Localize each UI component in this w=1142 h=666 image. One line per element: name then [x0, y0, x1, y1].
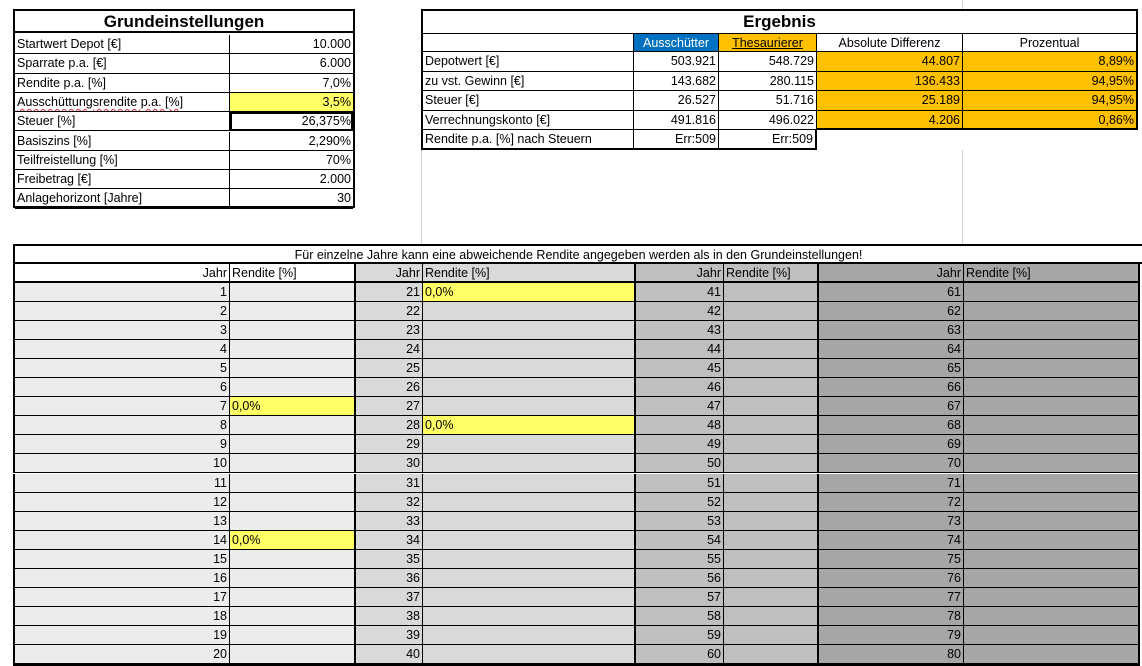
jahr-cell: 20 [13, 645, 229, 664]
jahr-cell: 53 [634, 512, 723, 531]
rendite-input[interactable] [229, 435, 354, 454]
jahr-cell: 8 [13, 416, 229, 435]
rendite-input[interactable] [422, 569, 634, 588]
rendite-input[interactable] [963, 588, 1138, 607]
rendite-input[interactable] [723, 531, 817, 550]
setting-value[interactable]: 26,375% [230, 112, 353, 131]
rendite-input[interactable] [723, 550, 817, 569]
ergebnis-value: 4.206 [817, 111, 963, 131]
jahr-cell: 50 [634, 454, 723, 473]
sheet-gridline [962, 0, 963, 9]
jahr-cell: 49 [634, 435, 723, 454]
setting-label: Teilfreistellung [%] [15, 151, 230, 170]
ergebnis-row-label: zu vst. Gewinn [€] [421, 72, 634, 92]
jahr-cell: 38 [354, 607, 422, 626]
jahr-cell: 69 [817, 435, 963, 454]
rendite-input[interactable] [963, 512, 1138, 531]
jahr-cell: 18 [13, 607, 229, 626]
rendite-input[interactable] [723, 493, 817, 512]
rendite-input[interactable] [963, 569, 1138, 588]
ergebnis-value: 25.189 [817, 91, 963, 111]
ergebnis-row-label: Depotwert [€] [421, 52, 634, 72]
jahr-cell: 52 [634, 493, 723, 512]
jahr-cell: 34 [354, 531, 422, 550]
setting-label: Ausschüttungsrendite p.a. [%] [15, 93, 230, 112]
jahr-cell: 64 [817, 340, 963, 359]
jahr-cell: 76 [817, 569, 963, 588]
rendite-input[interactable] [229, 359, 354, 378]
setting-label: Steuer [%] [15, 112, 230, 131]
rendite-input[interactable] [422, 378, 634, 397]
rendite-input[interactable] [723, 397, 817, 416]
sheet-gridline [962, 150, 963, 245]
rendite-input[interactable] [229, 378, 354, 397]
jahr-cell: 62 [817, 302, 963, 321]
rendite-input[interactable] [963, 531, 1138, 550]
rendite-input[interactable] [963, 626, 1138, 645]
rendite-input[interactable] [229, 550, 354, 569]
jahr-cell: 26 [354, 378, 422, 397]
ergebnis-header-4: Prozentual [963, 33, 1138, 52]
jahr-cell: 46 [634, 378, 723, 397]
ergebnis-value: 8,89% [963, 52, 1138, 72]
rendite-header: Rendite [%] [422, 264, 634, 283]
rendite-input[interactable] [229, 512, 354, 531]
jahr-cell: 58 [634, 607, 723, 626]
rendite-input[interactable] [723, 645, 817, 664]
jahr-cell: 74 [817, 531, 963, 550]
ergebnis-value: 44.807 [817, 52, 963, 72]
jahr-cell: 28 [354, 416, 422, 435]
rendite-header: Rendite [%] [229, 264, 354, 283]
rendite-input[interactable] [229, 474, 354, 493]
jahr-header: Jahr [354, 264, 422, 283]
rendite-input[interactable] [723, 454, 817, 473]
sheet-gridline [421, 150, 422, 245]
jahr-cell: 19 [13, 626, 229, 645]
rendite-input[interactable] [723, 607, 817, 626]
jahr-cell: 44 [634, 340, 723, 359]
rendite-input[interactable] [229, 569, 354, 588]
rendite-input[interactable] [963, 607, 1138, 626]
rendite-input[interactable]: 0,0% [422, 416, 634, 435]
ergebnis-header-3: Absolute Differenz [817, 33, 963, 52]
jahr-cell: 57 [634, 588, 723, 607]
setting-label: Sparrate p.a. [€] [15, 54, 230, 73]
jahr-cell: 63 [817, 321, 963, 340]
rendite-input[interactable] [422, 588, 634, 607]
rendite-input[interactable] [422, 397, 634, 416]
jahr-cell: 36 [354, 569, 422, 588]
jahr-cell: 2 [13, 302, 229, 321]
jahr-cell: 51 [634, 474, 723, 493]
rendite-input[interactable] [723, 321, 817, 340]
jahr-cell: 75 [817, 550, 963, 569]
jahr-cell: 13 [13, 512, 229, 531]
rendite-input[interactable] [963, 416, 1138, 435]
jahr-cell: 16 [13, 569, 229, 588]
jahr-cell: 42 [634, 302, 723, 321]
rendite-input[interactable] [723, 359, 817, 378]
jahr-cell: 24 [354, 340, 422, 359]
rendite-input[interactable] [723, 569, 817, 588]
jahr-cell: 80 [817, 645, 963, 664]
rendite-input[interactable] [723, 474, 817, 493]
rendite-input[interactable] [422, 454, 634, 473]
rendite-input[interactable] [229, 321, 354, 340]
rendite-input[interactable] [422, 531, 634, 550]
jahr-header: Jahr [817, 264, 963, 283]
ergebnis-value: 94,95% [963, 91, 1138, 111]
setting-value[interactable]: 70% [230, 151, 353, 170]
rendite-input[interactable] [229, 283, 354, 302]
rendite-input[interactable] [723, 378, 817, 397]
rendite-input[interactable] [422, 359, 634, 378]
rendite-input[interactable] [422, 474, 634, 493]
rendite-input[interactable]: 0,0% [229, 397, 354, 416]
setting-label: Anlagehorizont [Jahre] [15, 189, 230, 208]
jahr-cell: 5 [13, 359, 229, 378]
ergebnis-header-empty [421, 33, 634, 52]
jahr-cell: 56 [634, 569, 723, 588]
jahr-cell: 31 [354, 474, 422, 493]
jahr-cell: 30 [354, 454, 422, 473]
ergebnis-value: 51.716 [719, 91, 817, 111]
jahr-cell: 9 [13, 435, 229, 454]
jahr-cell: 40 [354, 645, 422, 664]
rendite-input[interactable] [723, 283, 817, 302]
rendite-input[interactable] [229, 340, 354, 359]
jahr-cell: 7 [13, 397, 229, 416]
rendite-input[interactable] [229, 626, 354, 645]
rendite-input[interactable] [422, 607, 634, 626]
rendite-input[interactable] [963, 474, 1138, 493]
rendite-input[interactable] [422, 626, 634, 645]
rendite-input[interactable] [229, 302, 354, 321]
setting-value[interactable]: 10.000 [230, 35, 353, 54]
jahr-cell: 17 [13, 588, 229, 607]
jahr-cell: 66 [817, 378, 963, 397]
jahr-cell: 77 [817, 588, 963, 607]
jahr-cell: 41 [634, 283, 723, 302]
rendite-input[interactable] [422, 493, 634, 512]
ergebnis-value: 136.433 [817, 72, 963, 92]
ergebnis-row-label: Steuer [€] [421, 91, 634, 111]
setting-label: Freibetrag [€] [15, 170, 230, 189]
jahr-cell: 32 [354, 493, 422, 512]
rendite-input[interactable] [963, 645, 1138, 664]
jahre-banner [13, 244, 1142, 264]
rendite-input[interactable] [422, 550, 634, 569]
rendite-input[interactable] [422, 340, 634, 359]
ergebnis-value: 94,95% [963, 72, 1138, 92]
ergebnis-value: 503.921 [634, 52, 719, 72]
ergebnis-value: 280.115 [719, 72, 817, 92]
rendite-header: Rendite [%] [963, 264, 1138, 283]
jahr-cell: 48 [634, 416, 723, 435]
jahr-cell: 65 [817, 359, 963, 378]
rendite-input[interactable] [963, 493, 1138, 512]
jahr-cell: 37 [354, 588, 422, 607]
rendite-input[interactable] [422, 302, 634, 321]
rendite-input[interactable] [963, 550, 1138, 569]
rendite-input[interactable] [723, 302, 817, 321]
jahr-cell: 39 [354, 626, 422, 645]
jahr-cell: 68 [817, 416, 963, 435]
setting-value[interactable]: 3,5% [230, 93, 353, 112]
rendite-input[interactable] [723, 626, 817, 645]
rendite-input[interactable] [229, 588, 354, 607]
rendite-input[interactable] [422, 321, 634, 340]
ergebnis-value: Err:509 [634, 130, 719, 150]
grundeinstellungen-panel [13, 9, 355, 208]
rendite-input[interactable] [723, 512, 817, 531]
jahr-cell: 22 [354, 302, 422, 321]
jahr-cell: 11 [13, 474, 229, 493]
jahr-cell: 59 [634, 626, 723, 645]
jahr-cell: 79 [817, 626, 963, 645]
jahr-cell: 21 [354, 283, 422, 302]
jahr-cell: 29 [354, 435, 422, 454]
jahre-banner-text: Für einzelne Jahre kann eine abweichende Rendite angegeben werden als in den Grundeinstellungen! [294, 248, 863, 262]
jahr-cell: 54 [634, 531, 723, 550]
rendite-input[interactable] [723, 340, 817, 359]
rendite-input[interactable] [963, 302, 1138, 321]
jahr-cell: 25 [354, 359, 422, 378]
rendite-input[interactable]: 0,0% [422, 283, 634, 302]
rendite-input[interactable] [963, 321, 1138, 340]
setting-label: Rendite p.a. [%] [15, 74, 230, 93]
jahr-cell: 3 [13, 321, 229, 340]
ergebnis-row-label: Rendite p.a. [%] nach Steuern [421, 130, 634, 150]
setting-label: Basiszins [%] [15, 132, 230, 151]
setting-value[interactable]: 7,0% [230, 74, 353, 93]
rendite-input[interactable] [723, 435, 817, 454]
jahr-cell: 35 [354, 550, 422, 569]
jahr-cell: 73 [817, 512, 963, 531]
jahr-cell: 33 [354, 512, 422, 531]
setting-label: Startwert Depot [€] [15, 35, 230, 54]
ergebnis-header-2: Thesaurierer [719, 33, 817, 52]
rendite-header: Rendite [%] [723, 264, 817, 283]
setting-value[interactable]: 30 [230, 189, 353, 208]
ergebnis-row-label: Verrechnungskonto [€] [421, 111, 634, 131]
rendite-input[interactable] [963, 340, 1138, 359]
jahr-cell: 71 [817, 474, 963, 493]
rendite-input[interactable] [963, 397, 1138, 416]
rendite-input[interactable] [963, 454, 1138, 473]
rendite-input[interactable] [229, 607, 354, 626]
jahr-cell: 60 [634, 645, 723, 664]
jahr-cell: 10 [13, 454, 229, 473]
rendite-input[interactable] [723, 588, 817, 607]
jahr-cell: 14 [13, 531, 229, 550]
ergebnis-panel [421, 9, 1138, 33]
ergebnis-value: 26.527 [634, 91, 719, 111]
jahr-cell: 43 [634, 321, 723, 340]
jahr-cell: 47 [634, 397, 723, 416]
rendite-input[interactable] [229, 645, 354, 664]
rendite-input[interactable] [963, 283, 1138, 302]
rendite-input[interactable] [963, 378, 1138, 397]
rendite-input[interactable] [229, 454, 354, 473]
jahr-cell: 78 [817, 607, 963, 626]
jahr-cell: 6 [13, 378, 229, 397]
jahr-cell: 12 [13, 493, 229, 512]
setting-value[interactable]: 6.000 [230, 54, 353, 73]
setting-value[interactable]: 2,290% [230, 132, 353, 151]
jahr-cell: 15 [13, 550, 229, 569]
ergebnis-value: Err:509 [719, 130, 817, 150]
ergebnis-value: 143.682 [634, 72, 719, 92]
jahr-header: Jahr [634, 264, 723, 283]
rendite-input[interactable] [963, 435, 1138, 454]
jahr-cell: 23 [354, 321, 422, 340]
rendite-input[interactable] [422, 645, 634, 664]
jahr-cell: 4 [13, 340, 229, 359]
setting-value[interactable]: 2.000 [230, 170, 353, 189]
jahr-cell: 70 [817, 454, 963, 473]
grundeinstellungen-title: Grundeinstellungen [15, 11, 353, 33]
jahr-cell: 27 [354, 397, 422, 416]
rendite-input[interactable] [422, 435, 634, 454]
rendite-input[interactable] [963, 359, 1138, 378]
jahr-cell: 67 [817, 397, 963, 416]
ergebnis-title: Ergebnis [743, 12, 816, 31]
jahr-cell: 1 [13, 283, 229, 302]
ergebnis-header-1: Ausschütter [634, 33, 719, 52]
jahr-cell: 55 [634, 550, 723, 569]
jahr-cell: 72 [817, 493, 963, 512]
rendite-input[interactable] [229, 493, 354, 512]
jahr-cell: 45 [634, 359, 723, 378]
jahr-cell: 61 [817, 283, 963, 302]
rendite-input[interactable] [723, 416, 817, 435]
table-border [1138, 264, 1140, 664]
ergebnis-value: 548.729 [719, 52, 817, 72]
rendite-input[interactable] [422, 512, 634, 531]
ergebnis-value: 0,86% [963, 111, 1138, 131]
rendite-input[interactable]: 0,0% [229, 531, 354, 550]
ergebnis-value: 496.022 [719, 111, 817, 131]
jahr-header: Jahr [13, 264, 229, 283]
ergebnis-value: 491.816 [634, 111, 719, 131]
rendite-input[interactable] [229, 416, 354, 435]
